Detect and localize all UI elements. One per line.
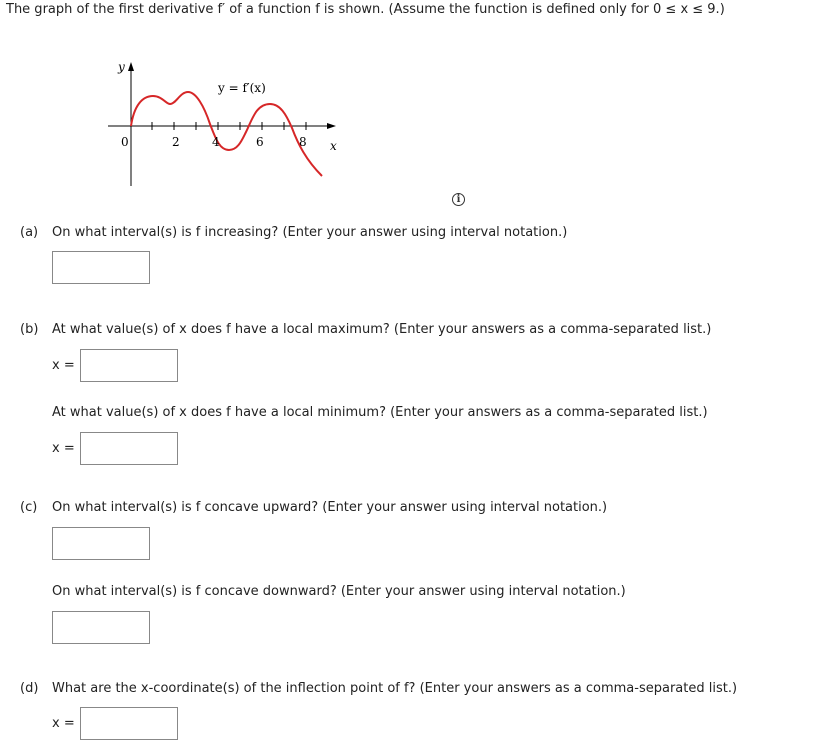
concave-up-input[interactable]	[52, 527, 150, 560]
tick-label-4: 4	[212, 135, 220, 149]
x-axis	[108, 123, 336, 129]
intro-text: The graph of the first derivative f′ of a function f is shown. (Assume the function is defined only for 0 ≤ x ≤ 9.)	[6, 2, 725, 17]
derivative-graph	[100, 58, 350, 188]
part-a-question: On what interval(s) is f increasing? (Enter your answer using interval notation.)	[52, 225, 568, 240]
x-axis-label: x	[330, 139, 337, 153]
tick-label-6: 6	[256, 135, 264, 149]
local-min-input[interactable]	[80, 432, 178, 465]
increasing-interval-input[interactable]	[52, 251, 150, 284]
tick-label-8: 8	[299, 135, 307, 149]
curve-label: y = f′(x)	[218, 81, 266, 95]
part-b-question-max: At what value(s) of x does f have a local maximum? (Enter your answers as a comma-separated list.)	[52, 322, 712, 337]
info-icon[interactable]: i	[452, 193, 465, 206]
local-max-x-label: x =	[52, 358, 75, 373]
part-c-prefix: (c)	[20, 500, 38, 515]
part-a-prefix: (a)	[20, 225, 39, 240]
part-c-question-down: On what interval(s) is f concave downward? (Enter your answer using interval notation.)	[52, 584, 626, 599]
local-max-input[interactable]	[80, 349, 178, 382]
concave-down-input[interactable]	[52, 611, 150, 644]
inflection-point-input[interactable]	[80, 707, 178, 740]
inflection-x-label: x =	[52, 716, 75, 731]
part-c-question-up: On what interval(s) is f concave upward? (Enter your answer using interval notation.)	[52, 500, 608, 515]
y-axis-label: y	[118, 60, 125, 74]
derivative-curve	[131, 92, 322, 176]
part-b-question-min: At what value(s) of x does f have a local minimum? (Enter your answers as a comma-separated list.)	[52, 405, 708, 420]
tick-label-2: 2	[172, 135, 180, 149]
part-d-prefix: (d)	[20, 681, 39, 696]
part-d-question: What are the x-coordinate(s) of the inflection point of f? (Enter your answers as a comma-separated list.)	[52, 681, 738, 696]
tick-label-0: 0	[121, 135, 129, 149]
local-min-x-label: x =	[52, 441, 75, 456]
part-b-prefix: (b)	[20, 322, 39, 337]
